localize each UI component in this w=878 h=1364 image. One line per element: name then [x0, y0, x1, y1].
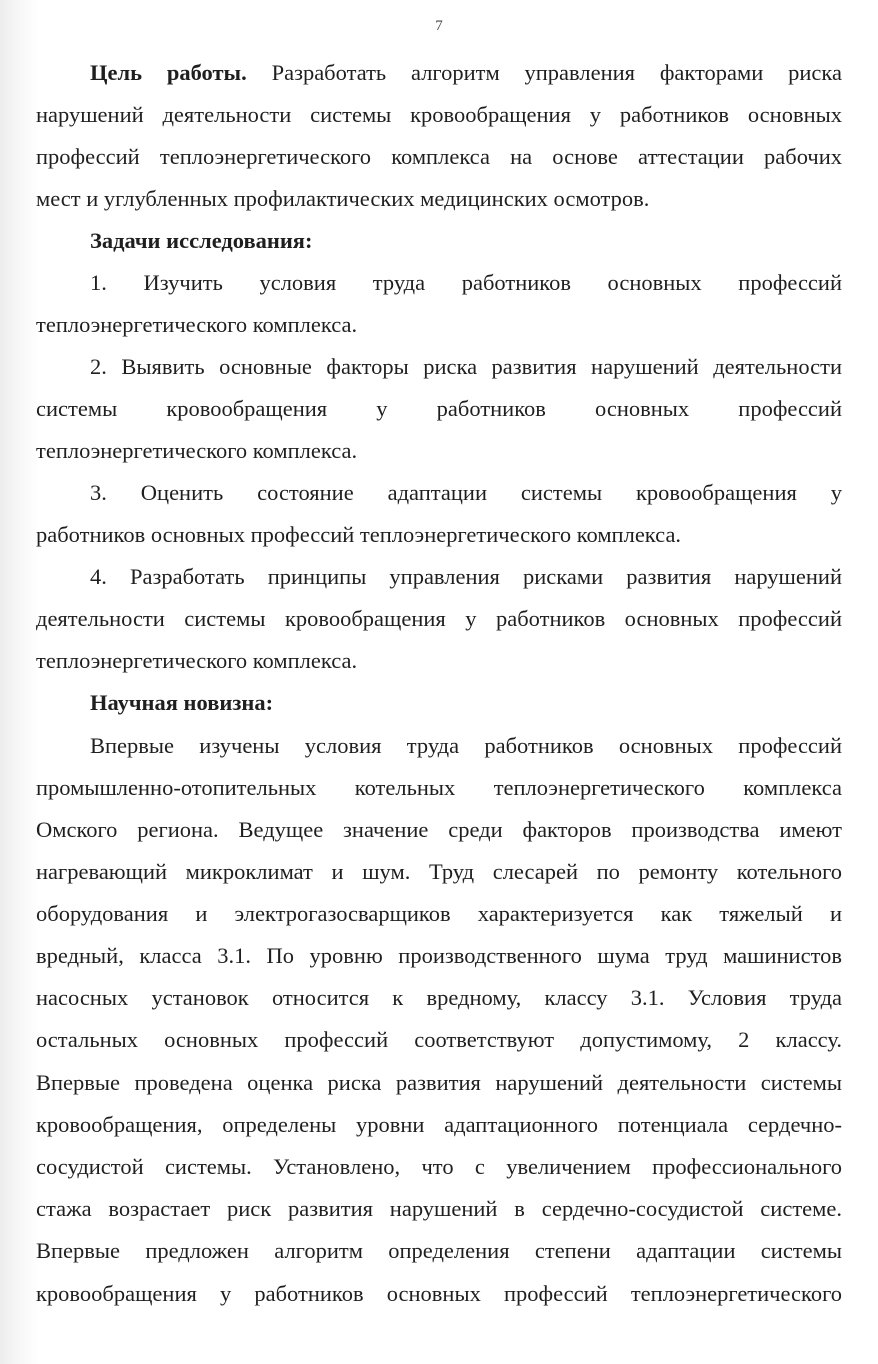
goal-text: Разработать алгоритм управления факторами риска: [271, 60, 842, 85]
novelty-line-7: насосных установок относится к вредному, классу 3.1. Условия труда: [36, 985, 842, 1010]
goal-line-3: профессий теплоэнергетического комплекса на основе аттестации рабочих: [36, 144, 842, 169]
goal-line-1: [36, 58, 842, 88]
novelty-line-11: сосудистой системы. Установлено, что с увеличением профессионального: [36, 1154, 842, 1179]
task-line-4: системы кровообращения у работников основных профессий: [36, 396, 842, 421]
novelty-line-10: кровообращения, определены уровни адаптационного потенциала сердечно-: [36, 1112, 842, 1137]
novelty-line-4: нагревающий микроклимат и шум. Труд слесарей по ремонту котельного: [36, 859, 842, 884]
goal-line-2: нарушений деятельности системы кровообращения у работников основных: [36, 102, 842, 127]
novelty-line-14: кровообращения у работников основных профессий теплоэнергетического: [36, 1281, 842, 1306]
goal-line-4: мест и углубленных профилактических медицинских осмотров.: [36, 186, 650, 211]
task-line-10: теплоэнергетического комплекса.: [36, 648, 358, 673]
task-line-9: деятельности системы кровообращения у работников основных профессий: [36, 606, 842, 631]
goal-label: Цель работы.: [90, 60, 247, 85]
novelty-line-2: промышленно-отопительных котельных теплоэнергетического комплекса: [36, 775, 842, 800]
novelty-line-6: вредный, класса 3.1. По уровню производственного шума труд машинистов: [36, 943, 842, 968]
task-line-3: 2. Выявить основные факторы риска развития нарушений деятельности: [90, 354, 842, 379]
novelty-line-1: Впервые изучены условия труда работников основных профессий: [90, 733, 842, 758]
novelty-line-8: остальных основных профессий соответствуют допустимому, 2 классу.: [36, 1027, 842, 1052]
novelty-line-3: Омского региона. Ведущее значение среди факторов производства имеют: [36, 817, 842, 842]
task-line-5: теплоэнергетического комплекса.: [36, 438, 358, 463]
novelty-line-12: стажа возрастает риск развития нарушений в сердечно-сосудистой системе.: [36, 1196, 842, 1221]
task-line-6: 3. Оценить состояние адаптации системы кровообращения у: [90, 480, 842, 505]
document-page: [36, 0, 842, 1364]
novelty-line-9: Впервые проведена оценка риска развития нарушений деятельности системы: [36, 1070, 842, 1095]
novelty-line-13: Впервые предложен алгоритм определения степени адаптации системы: [36, 1238, 842, 1263]
tasks-heading: Задачи исследования:: [90, 228, 313, 253]
task-line-2: теплоэнергетического комплекса.: [36, 312, 358, 337]
task-line-8: 4. Разработать принципы управления рисками развития нарушений: [90, 564, 842, 589]
novelty-heading: Научная новизна:: [90, 690, 274, 715]
page-number: 7: [435, 18, 443, 34]
scan-edge-shadow: [0, 0, 40, 1364]
task-line-7: работников основных профессий теплоэнергетического комплекса.: [36, 522, 682, 547]
novelty-line-5: оборудования и электрогазосварщиков характеризуется как тяжелый и: [36, 901, 842, 926]
task-line-1: 1. Изучить условия труда работников основных профессий: [90, 270, 842, 295]
